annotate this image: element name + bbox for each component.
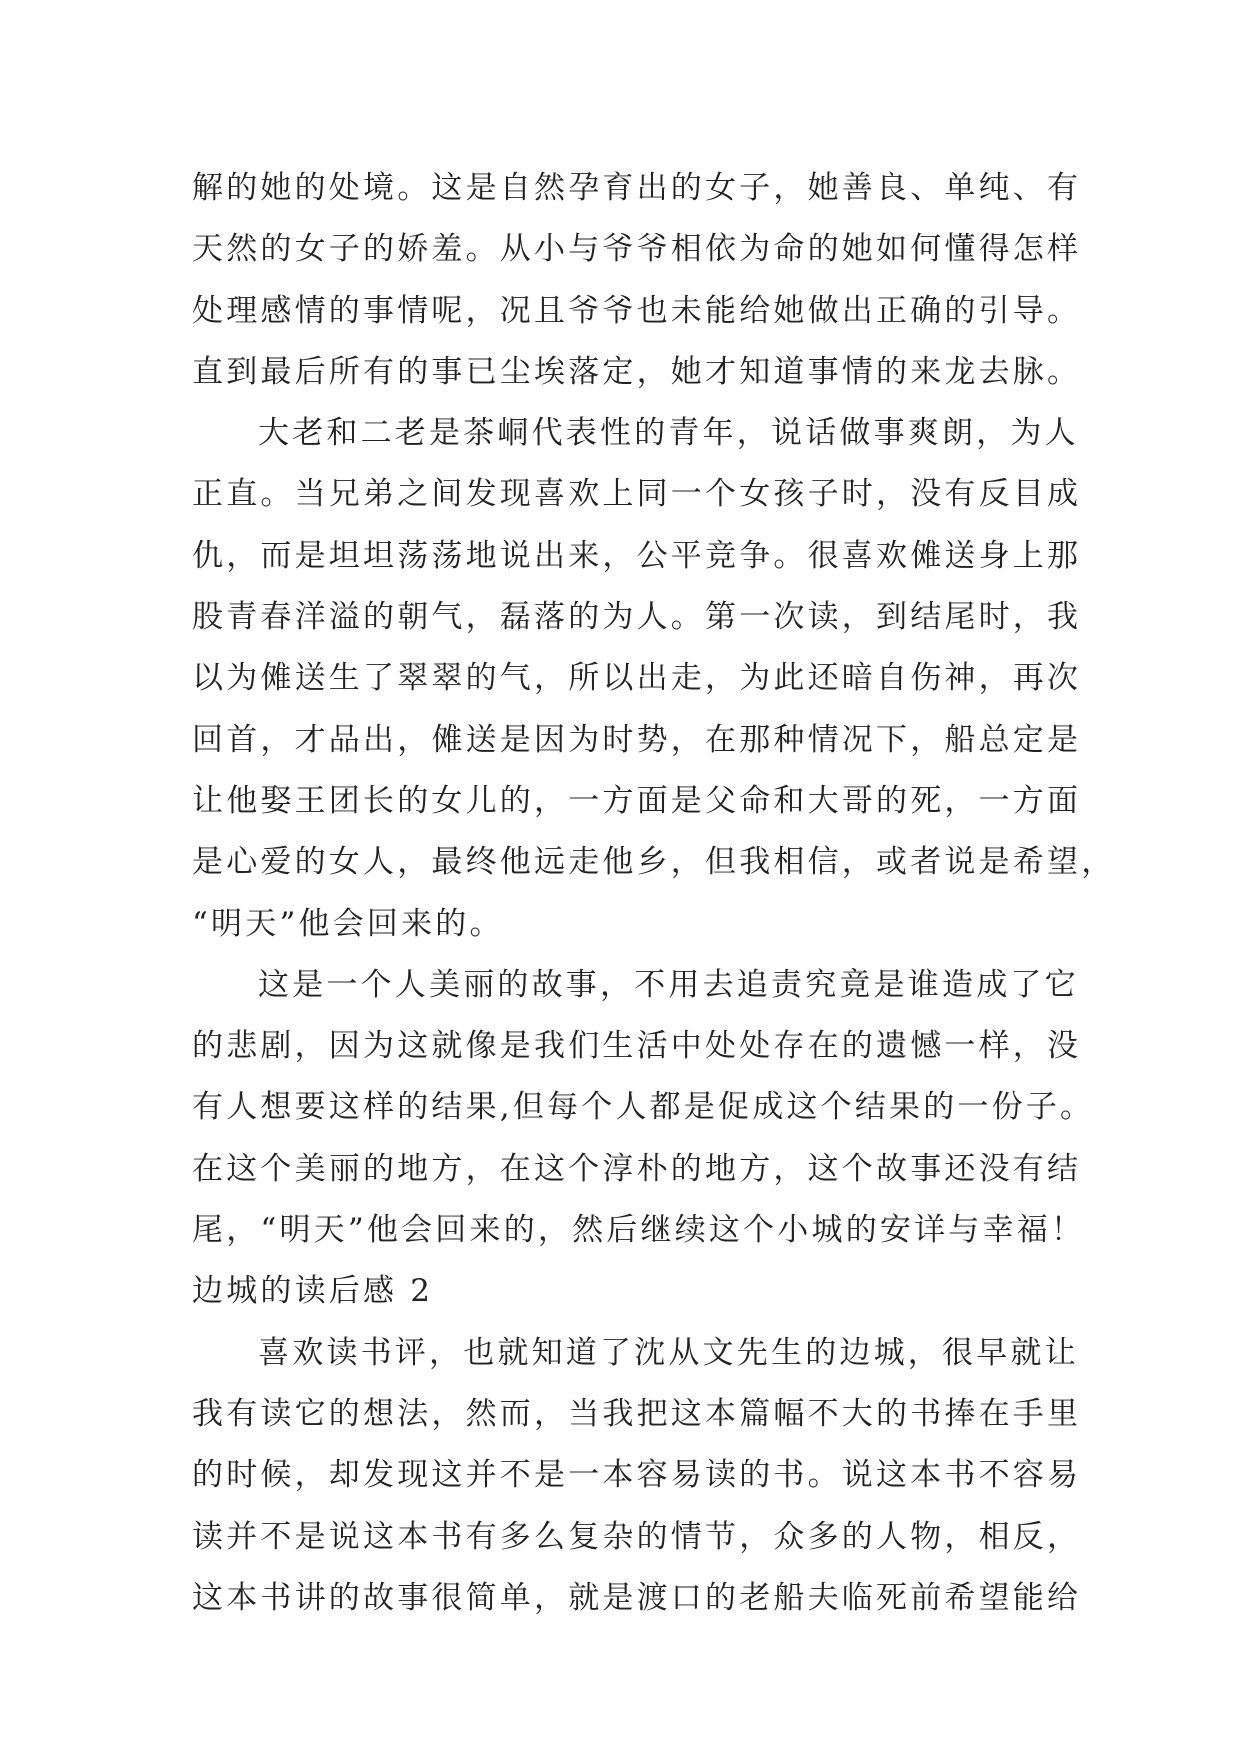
text-line: 直到最后所有的事已尘埃落定，她才知道事情的来龙去脉。 xyxy=(192,353,1082,390)
text-line: “明天”他会回来的。 xyxy=(192,905,504,942)
text-line: 正直。当兄弟之间发现喜欢上同一个女孩子时，没有反目成 xyxy=(192,476,1082,513)
body-text xyxy=(192,158,1116,1629)
paragraph-first-line: 喜欢读书评，也就知道了沈从文先生的边城，很早就让 xyxy=(258,1334,1079,1371)
text-line: 在这个美丽的地方，在这个淳朴的地方，这个故事还没有结 xyxy=(192,1150,1082,1187)
text-line: 的时候，却发现这并不是一本容易读的书。说这本书不容易 xyxy=(192,1457,1082,1494)
text-line: 是心爱的女人，最终他远走他乡，但我相信，或者说是希望， xyxy=(192,844,1116,881)
text-line: 解的她的处境。这是自然孕育出的女子，她善良、单纯、有 xyxy=(192,170,1082,206)
paragraph-first-line: 大老和二老是茶峒代表性的青年，说话做事爽朗，为人 xyxy=(258,415,1079,452)
paragraph-first-line: 这是一个人美丽的故事，不用去追责究竟是谁造成了它 xyxy=(258,966,1079,1003)
text-line: 尾，“明天”他会回来的，然后继续这个小城的安详与幸福！ xyxy=(192,1212,1086,1249)
text-line: 我有读它的想法，然而，当我把这本篇幅不大的书捧在手里 xyxy=(192,1395,1082,1432)
text-line: 这本书讲的故事很简单，就是渡口的老船夫临死前希望能给 xyxy=(192,1579,1082,1616)
text-line: 让他娶王团长的女儿的，一方面是父命和大哥的死，一方面 xyxy=(192,782,1082,819)
text-line: 以为傩送生了翠翠的气，所以出走，为此还暗自伤神，再次 xyxy=(192,660,1082,697)
text-line: 有人想要这样的结果,但每个人都是促成这个结果的一份子。 xyxy=(192,1089,1095,1126)
text-line: 的悲剧，因为这就像是我们生活中处处存在的遗憾一样，没 xyxy=(192,1028,1082,1065)
text-line: 读并不是说这本书有多么复杂的情节，众多的人物，相反， xyxy=(192,1518,1082,1555)
text-line: 股青春洋溢的朝气，磊落的为人。第一次读，到结尾时，我 xyxy=(192,599,1082,636)
text-line: 天然的女子的娇羞。从小与爷爷相依为命的她如何懂得怎样 xyxy=(192,231,1082,268)
text-line: 仇，而是坦坦荡荡地说出来，公平竞争。很喜欢傩送身上那 xyxy=(192,537,1082,574)
text-line: 回首，才品出，傩送是因为时势，在那种情况下，船总定是 xyxy=(192,721,1082,758)
section-heading: 边城的读后感 2 xyxy=(192,1273,434,1310)
text-line: 处理感情的事情呢，况且爷爷也未能给她做出正确的引导。 xyxy=(192,292,1082,329)
